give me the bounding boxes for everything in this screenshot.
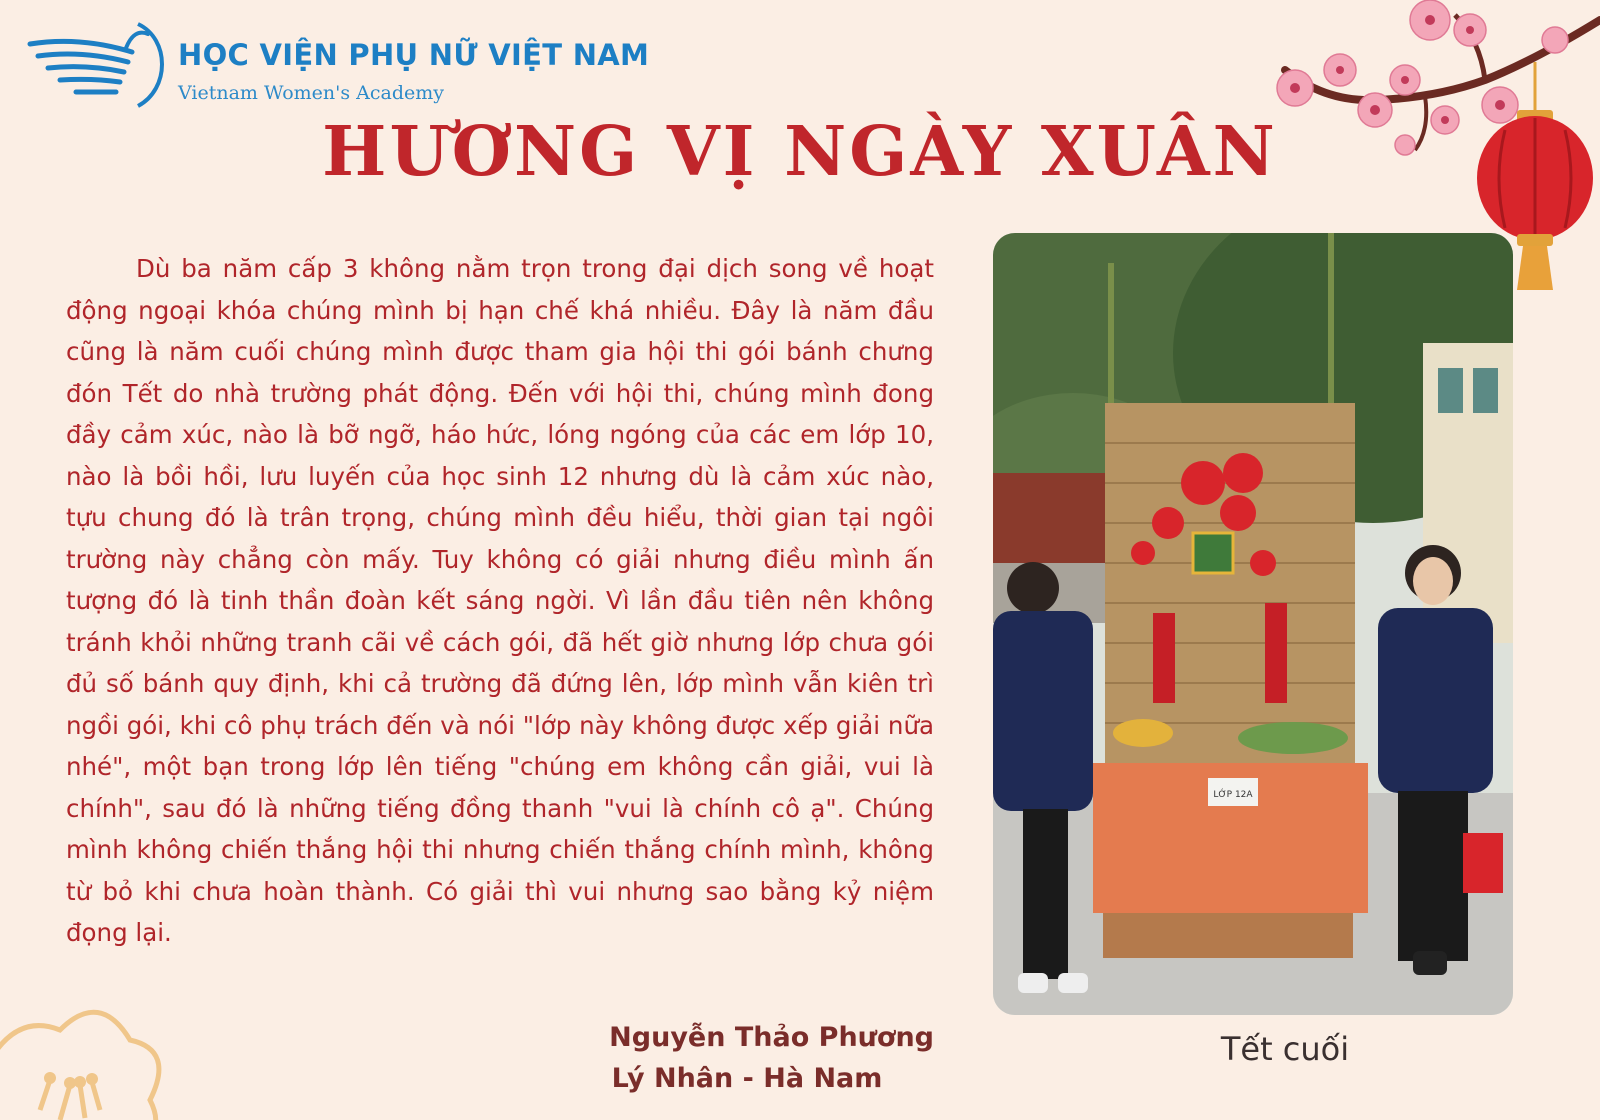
photo-illustration xyxy=(993,233,1513,1015)
author-block xyxy=(560,1017,934,1099)
author-location: Lý Nhân - Hà Nam xyxy=(611,1063,883,1094)
page-title: HƯƠNG VỊ NGÀY XUÂN xyxy=(322,112,1278,192)
article-body: Dù ba năm cấp 3 không nằm trọn trong đại dịch song về hoạt động ngoại khóa chúng mình bị hạn chế khá nhiều. Đây là năm đầu cũng là năm cuối chúng mình được tham gia hội thi gói bánh chưng đón Tết do nhà trường phát động. Đến với hội thi, chúng mình đong đầy cảm xúc, nào là bỡ ngỡ, háo hức, lóng ngóng của các em lớp 10, nào là bồi hồi, lưu luyến của học sinh 12 nhưng dù là cảm xúc nào, tựu chung đó là trân trọng, chúng mình đều hiểu, thời gian tại ngôi trường này chẳng còn mấy. Tuy không có giải nhưng điều mình ấn tượng đó là tinh thần đoàn kết sáng ngời. Vì lần đầu tiên nên không tránh khỏi những tranh cãi về cách gói, đã hết giờ nhưng lớp chưa gói đủ số bánh quy định, khi cả trường đã đứng lên, lớp mình vẫn kiên trì ngồi gói, khi cô phụ trách đến và nói "lớp này không được xếp giải nữa nhé", một bạn trong lớp lên tiếng "chúng em không cần giải, vui là chính", sau đó là những tiếng đồng thanh "vui là chính cô ạ". Chúng mình không chiến thắng hội thi nhưng chiến thắng chính mình, không từ bỏ khi chưa hoàn thành. Có giải thì vui nhưng sao bằng kỷ niệm đọng lại. xyxy=(66,254,934,947)
apricot-flower-decoration xyxy=(0,990,180,1120)
table-sign: LỚP 12A xyxy=(1213,790,1253,800)
photo-caption: Tết cuối xyxy=(1220,1030,1350,1068)
org-name: HỌC VIỆN PHỤ NỮ VIỆT NAM xyxy=(178,38,650,72)
author-name: Nguyễn Thảo Phương xyxy=(609,1022,934,1053)
academy-logo xyxy=(20,14,660,114)
org-subtitle: Vietnam Women's Academy xyxy=(178,82,444,104)
bird-logo-icon xyxy=(20,14,170,114)
event-photo xyxy=(993,233,1513,1015)
